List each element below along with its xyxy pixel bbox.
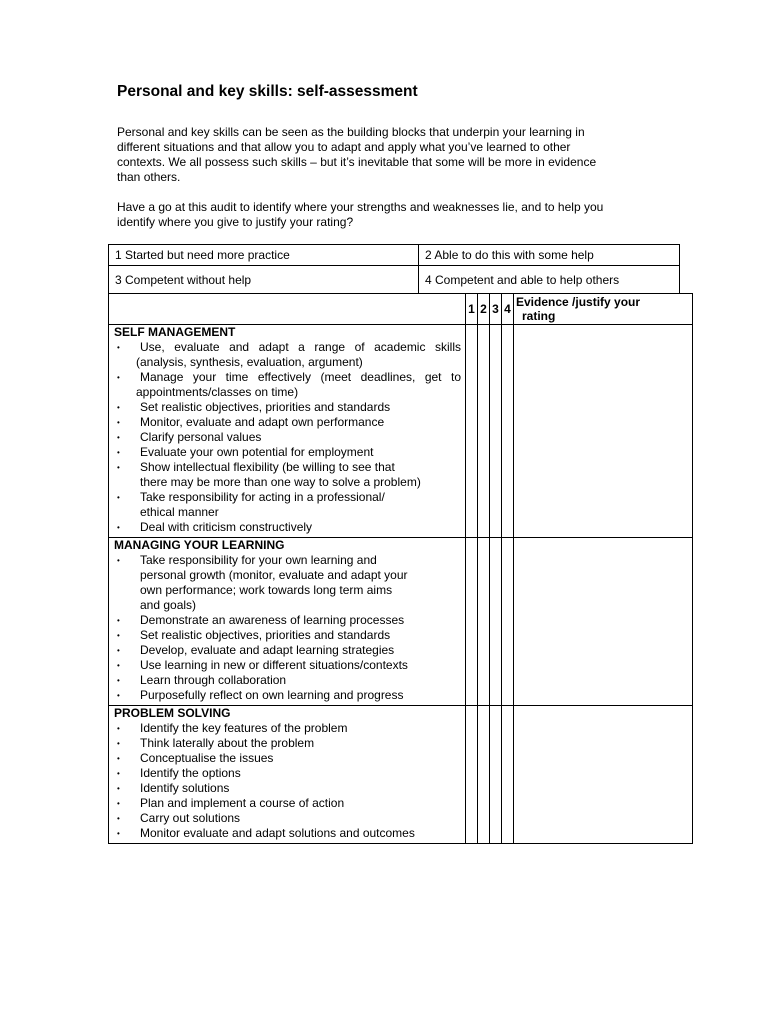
- list-item-text: Clarify personal values: [140, 430, 262, 444]
- skill-list: [114, 553, 461, 703]
- list-item-text: Deal with criticism constructively: [140, 520, 313, 534]
- list-item: [114, 370, 461, 400]
- bullet-icon: •: [117, 343, 120, 352]
- skill-section-row: [109, 706, 693, 844]
- bullet-icon: •: [117, 691, 120, 700]
- list-item-text: Monitor evaluate and adapt solutions and outcomes: [140, 826, 415, 840]
- bullet-icon: •: [117, 739, 120, 748]
- list-item: [114, 643, 461, 658]
- section-title: SELF MANAGEMENT: [114, 325, 236, 339]
- evidence-header-line: Evidence /justify your: [516, 295, 641, 309]
- rating-header-4: 4: [502, 294, 514, 325]
- list-item: [114, 826, 461, 841]
- list-item-text: personal growth (monitor, evaluate and adapt your: [140, 568, 408, 582]
- list-item-text: Set realistic objectives, priorities and standards: [140, 628, 391, 642]
- rating-cell-4[interactable]: [502, 538, 514, 706]
- bullet-icon: •: [117, 754, 120, 763]
- list-item: [114, 781, 461, 796]
- list-item: [114, 520, 461, 535]
- list-item-text: Conceptualise the issues: [140, 751, 274, 765]
- list-item: [114, 400, 461, 415]
- list-item-text: and goals): [140, 598, 197, 612]
- list-item: [114, 628, 461, 643]
- page-title: Personal and key skills: self-assessment: [117, 83, 418, 100]
- list-item-text: there may be more than one way to solve a problem): [140, 475, 421, 489]
- evidence-cell[interactable]: [514, 538, 693, 706]
- list-item-text: Demonstrate an awareness of learning processes: [140, 613, 405, 627]
- bullet-icon: •: [117, 799, 120, 808]
- list-item-text: Think laterally about the problem: [140, 736, 315, 750]
- evidence-cell[interactable]: [514, 325, 693, 538]
- rating-cell-4[interactable]: [502, 325, 514, 538]
- list-item-text: Carry out solutions: [140, 811, 241, 825]
- list-item: [114, 445, 461, 460]
- section-title: PROBLEM SOLVING: [114, 706, 231, 720]
- bullet-icon: •: [117, 646, 120, 655]
- list-item: [114, 490, 461, 520]
- legend-cell: 2 Able to do this with some help: [419, 245, 680, 266]
- list-item-text: Show intellectual flexibility (be willing to see that: [140, 460, 395, 474]
- intro-line: contexts. We all possess such skills – but it’s inevitable that some will be more in evidence: [117, 155, 597, 169]
- evidence-cell[interactable]: [514, 706, 693, 844]
- bullet-icon: •: [117, 784, 120, 793]
- bullet-icon: •: [117, 448, 120, 457]
- list-item-text: Take responsibility for your own learning and: [140, 553, 377, 567]
- bullet-icon: •: [117, 829, 120, 838]
- instruction-paragraph: [117, 200, 657, 230]
- skills-assessment-table: [108, 293, 693, 844]
- list-item-text: Identify solutions: [140, 781, 230, 795]
- list-item-text: appointments/classes on time): [136, 385, 299, 399]
- bullet-icon: •: [117, 493, 120, 502]
- rating-cell-1[interactable]: [466, 325, 478, 538]
- list-item-text: Take responsibility for acting in a professional/: [140, 490, 385, 504]
- list-item-text: Plan and implement a course of action: [140, 796, 345, 810]
- bullet-icon: •: [117, 373, 120, 382]
- intro-line: Personal and key skills can be seen as the building blocks that underpin your learning in: [117, 125, 585, 139]
- list-item: [114, 811, 461, 826]
- list-item-text: ethical manner: [140, 505, 219, 519]
- instruction-line: identify where you give to justify your rating?: [117, 215, 354, 229]
- table-header-row: [109, 294, 693, 325]
- list-item: [114, 460, 461, 490]
- list-item: [114, 613, 461, 628]
- list-item: [114, 766, 461, 781]
- rating-cell-1[interactable]: [466, 538, 478, 706]
- rating-cell-4[interactable]: [502, 706, 514, 844]
- list-item-text: Set realistic objectives, priorities and standards: [140, 400, 391, 414]
- section-title: MANAGING YOUR LEARNING: [114, 538, 285, 552]
- rating-cell-2[interactable]: [478, 325, 490, 538]
- list-item: [114, 553, 461, 613]
- instruction-line: Have a go at this audit to identify where your strengths and weaknesses lie, and to help you: [117, 200, 604, 214]
- legend-cell: 4 Competent and able to help others: [419, 266, 680, 294]
- skill-section-cell: [109, 538, 466, 706]
- rating-cell-3[interactable]: [490, 538, 502, 706]
- skill-section-cell: [109, 325, 466, 538]
- list-item-text: Identify the key features of the problem: [140, 721, 348, 735]
- intro-paragraph: [117, 125, 657, 185]
- list-item: [114, 658, 461, 673]
- skill-list: [114, 721, 461, 841]
- list-item-text: (analysis, synthesis, evaluation, argument): [136, 355, 363, 369]
- intro-line: than others.: [117, 170, 181, 184]
- list-item-text: own performance; work towards long term aims: [140, 583, 393, 597]
- legend-cell: 3 Competent without help: [109, 266, 419, 294]
- bullet-icon: •: [117, 556, 120, 565]
- bullet-icon: •: [117, 463, 120, 472]
- legend-row: [109, 245, 680, 266]
- intro-line: different situations and that allow you to adapt and apply what you’ve learned to other: [117, 140, 571, 154]
- list-item: [114, 688, 461, 703]
- list-item-text: Develop, evaluate and adapt learning strategies: [140, 643, 395, 657]
- rating-cell-3[interactable]: [490, 325, 502, 538]
- skill-section-row: [109, 538, 693, 706]
- bullet-icon: •: [117, 616, 120, 625]
- list-item-text: Use learning in new or different situations/contexts: [140, 658, 408, 672]
- rating-cell-2[interactable]: [478, 538, 490, 706]
- rating-header-3: 3: [490, 294, 502, 325]
- rating-legend-table: [108, 244, 680, 294]
- bullet-icon: •: [117, 523, 120, 532]
- rating-header-1: 1: [466, 294, 478, 325]
- list-item: [114, 415, 461, 430]
- list-item-text: Monitor, evaluate and adapt own performance: [140, 415, 385, 429]
- rating-cell-3[interactable]: [490, 706, 502, 844]
- bullet-icon: •: [117, 403, 120, 412]
- rating-cell-2[interactable]: [478, 706, 490, 844]
- list-item: [114, 721, 461, 736]
- list-item-text: Learn through collaboration: [140, 673, 287, 687]
- bullet-icon: •: [117, 661, 120, 670]
- skill-list: [114, 340, 461, 535]
- list-item: [114, 751, 461, 766]
- legend-cell: 1 Started but need more practice: [109, 245, 419, 266]
- legend-row: [109, 266, 680, 294]
- list-item-text: Evaluate your own potential for employment: [140, 445, 374, 459]
- list-item: [114, 673, 461, 688]
- list-item: [114, 796, 461, 811]
- bullet-icon: •: [117, 769, 120, 778]
- list-item-text: Manage your time effectively (meet deadlines, get to: [140, 370, 461, 384]
- bullet-icon: •: [117, 418, 120, 427]
- list-item-text: Use, evaluate and adapt a range of academic skills: [140, 340, 461, 354]
- bullet-icon: •: [117, 631, 120, 640]
- list-item: [114, 430, 461, 445]
- bullet-icon: •: [117, 724, 120, 733]
- skill-section-cell: [109, 706, 466, 844]
- bullet-icon: •: [117, 814, 120, 823]
- rating-cell-1[interactable]: [466, 706, 478, 844]
- header-blank-cell: [109, 294, 466, 325]
- skill-section-row: [109, 325, 693, 538]
- bullet-icon: •: [117, 676, 120, 685]
- evidence-header-line: rating: [522, 309, 556, 323]
- list-item: [114, 340, 461, 370]
- list-item-text: Identify the options: [140, 766, 241, 780]
- rating-header-2: 2: [478, 294, 490, 325]
- bullet-icon: •: [117, 433, 120, 442]
- list-item: [114, 736, 461, 751]
- list-item-text: Purposefully reflect on own learning and progress: [140, 688, 404, 702]
- evidence-header: [514, 294, 693, 325]
